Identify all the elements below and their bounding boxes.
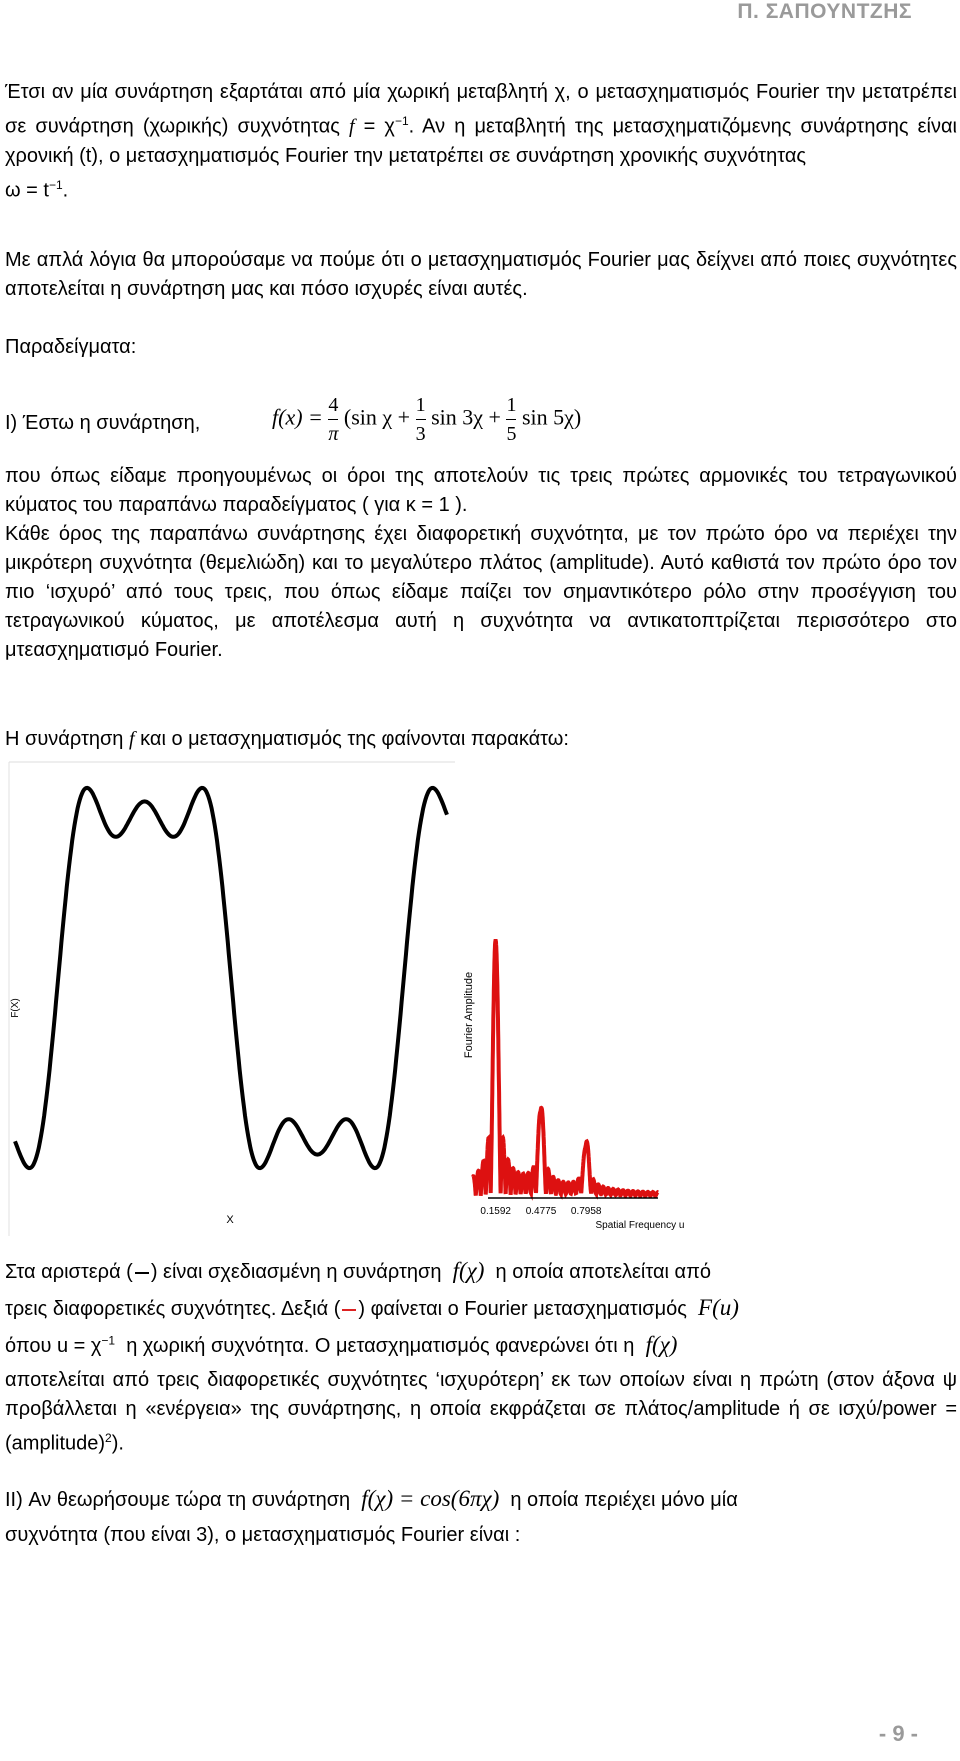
paragraph-fourier-spatial (5, 78, 957, 205)
text: II) Αν θεωρήσουμε τώρα τη συνάρτηση (5, 1489, 351, 1511)
text: η οποία περιέχει μόνο μία (510, 1489, 738, 1511)
function-plot (5, 758, 453, 1238)
fraction-1-over-3 (416, 394, 426, 445)
term3: sin 5χ) (521, 404, 582, 430)
text: η χωρική συχνότητα. Ο μετασχηματισμός φανερώνει ότι η (126, 1335, 635, 1357)
num: 4 (328, 394, 339, 416)
cos-formula: f(χ) = cos(6πχ) (361, 1486, 500, 1511)
page-number: - 9 - (878, 1721, 918, 1746)
page-header-author: Π. ΣΑΠΟΥΝΤΖΗΣ (737, 0, 912, 23)
omega-end: . (62, 179, 69, 202)
fraction-4-over-pi (328, 394, 338, 445)
text: τρεις διαφορετικές συχνότητες. Δεξιά ( (5, 1298, 341, 1320)
x-axis-label: Spatial Frequency u (595, 1220, 685, 1231)
exponent: −1 (394, 114, 409, 128)
text: η οποία αποτελείται από (495, 1261, 712, 1283)
text: ) φαίνεται ο Fourier μετασχηματισμός (358, 1298, 687, 1320)
omega-exponent: −1 (48, 177, 63, 192)
text: όπου u = χ (5, 1335, 102, 1357)
paragraph-frequencies: Κάθε όρος της παραπάνω συνάρτησης έχει διαφορετική συχνότητα, με τον πρώτο όρο να περιέχει την μικρότερη συχνότητα (θεμελιώδη) και το μεγαλύτερο πλάτος (amplitude). Αυτό καθιστά τον πρώτο όρο τον πιο ‘ισχυρό’ από τους τρεις, που όπως είδαμε παίζει τον σημαντικότερο ρόλο στην προσέγγιση του τετραγωνικού κύματος, με αποτέλεσμα αυτή η συχνότητα να αντικατοπτρίζεται περισσότερο στο μτεασχηματισμό Fourier. (5, 523, 957, 661)
f-symbol: f (129, 728, 135, 750)
fraction-1-over-5 (506, 394, 516, 445)
fourier-amplitude-curve (473, 941, 658, 1196)
tick-label: 0.1592 (480, 1206, 511, 1217)
omega: ω = t (5, 179, 49, 202)
den: π (328, 423, 339, 445)
example2-line1 (5, 1486, 738, 1512)
f-symbol: f (349, 115, 355, 138)
den: 3 (415, 423, 426, 445)
den: 5 (506, 423, 517, 445)
red-line-legend (342, 1309, 356, 1311)
fourier-plot (458, 935, 685, 1231)
y-axis-label: Fourier Amplitude (463, 971, 475, 1059)
function-plot-svg (5, 758, 453, 1238)
example1-formula (272, 394, 581, 445)
text: ) είναι σχεδιασμένη η συνάρτηση (150, 1261, 442, 1283)
text: αποτελείται από τρεις διαφορετικές συχνότητες ‘ισχυρότερη’ εκ των οποίων είναι η πρώτη (στον άξονα ψ προβάλλεται η «ενέργεια» της συνάρτησης, η οποία εκφράζεται σε πλάτος/amplitude ή σε ισχύ/power = (amplitude) (5, 1369, 957, 1455)
function-curve (15, 788, 447, 1168)
para6-line1 (5, 1258, 711, 1284)
example2-line2: συχνότητα (που είναι 3), ο μετασχηματισμός Fourier είναι : (5, 1524, 521, 1546)
paragraph-harmonics: που όπως είδαμε προηγουμένως οι όροι της αποτελούν τις τρεις πρώτες αρμονικές του τετραγωνικού κύματος του παραπάνω παραδείγματος ( για κ = 1 ). (5, 465, 957, 516)
num: 1 (415, 394, 426, 416)
example1-label: I) Έστω η συνάρτηση, (5, 412, 201, 434)
f-chi: f(χ) (645, 1332, 678, 1357)
tick-label: 0.4775 (525, 1206, 557, 1217)
exponent: −1 (101, 1333, 116, 1348)
para6-rest (5, 1366, 957, 1459)
f-chi: f(χ) (452, 1258, 485, 1283)
para6-line3 (5, 1332, 677, 1358)
text-2: . Αν η μεταβλητή της μετασχηματιζόμενης συνάρτησης είναι χρονική (t), ο μετασχηματισμός Fourier την μετατρέπει σε συνάρτηση χρονικής συχνότητας (5, 115, 958, 167)
F-u: F(u) (698, 1295, 739, 1320)
para6-line2 (5, 1295, 739, 1321)
formula-lhs: f(x) = (272, 404, 323, 430)
num: 1 (506, 394, 517, 416)
x-axis-label: X (226, 1214, 234, 1226)
text1: Η συνάρτηση (5, 728, 124, 750)
square-exponent: 2 (105, 1431, 112, 1445)
black-line-legend (135, 1272, 149, 1274)
examples-heading: Παραδείγματα: (5, 336, 137, 358)
fourier-plot-svg (458, 935, 685, 1231)
paragraph-simple-words: Με απλά λόγια θα μπορούσαμε να πούμε ότι ο μετασχηματισμός Fourier μας δείχνει από ποιες συχνότητες αποτελείται η συνάρτηση μας και πόσο ισχυρές είναι αυτές. (5, 249, 957, 300)
tick-label: 0.7958 (570, 1206, 602, 1217)
y-axis-label: F(X) (10, 998, 21, 1018)
text: ). (111, 1432, 124, 1455)
text2: και ο μετασχηματισμός της φαίνονται παρακάτω: (140, 728, 569, 750)
term2: sin 3χ + (431, 404, 501, 430)
text: Έτσι αν μία συνάρτηση εξαρτάται από μία χωρική μεταβλητή χ, ο μετασχηματισμός Fourier την μετατρέπει σε συνάρτηση (χωρικής) συχνότητας (5, 81, 957, 138)
text: Στα αριστερά ( (5, 1261, 133, 1283)
plots-intro (5, 728, 569, 751)
term1: (sin χ + (343, 404, 411, 430)
eq: = χ (354, 115, 395, 138)
